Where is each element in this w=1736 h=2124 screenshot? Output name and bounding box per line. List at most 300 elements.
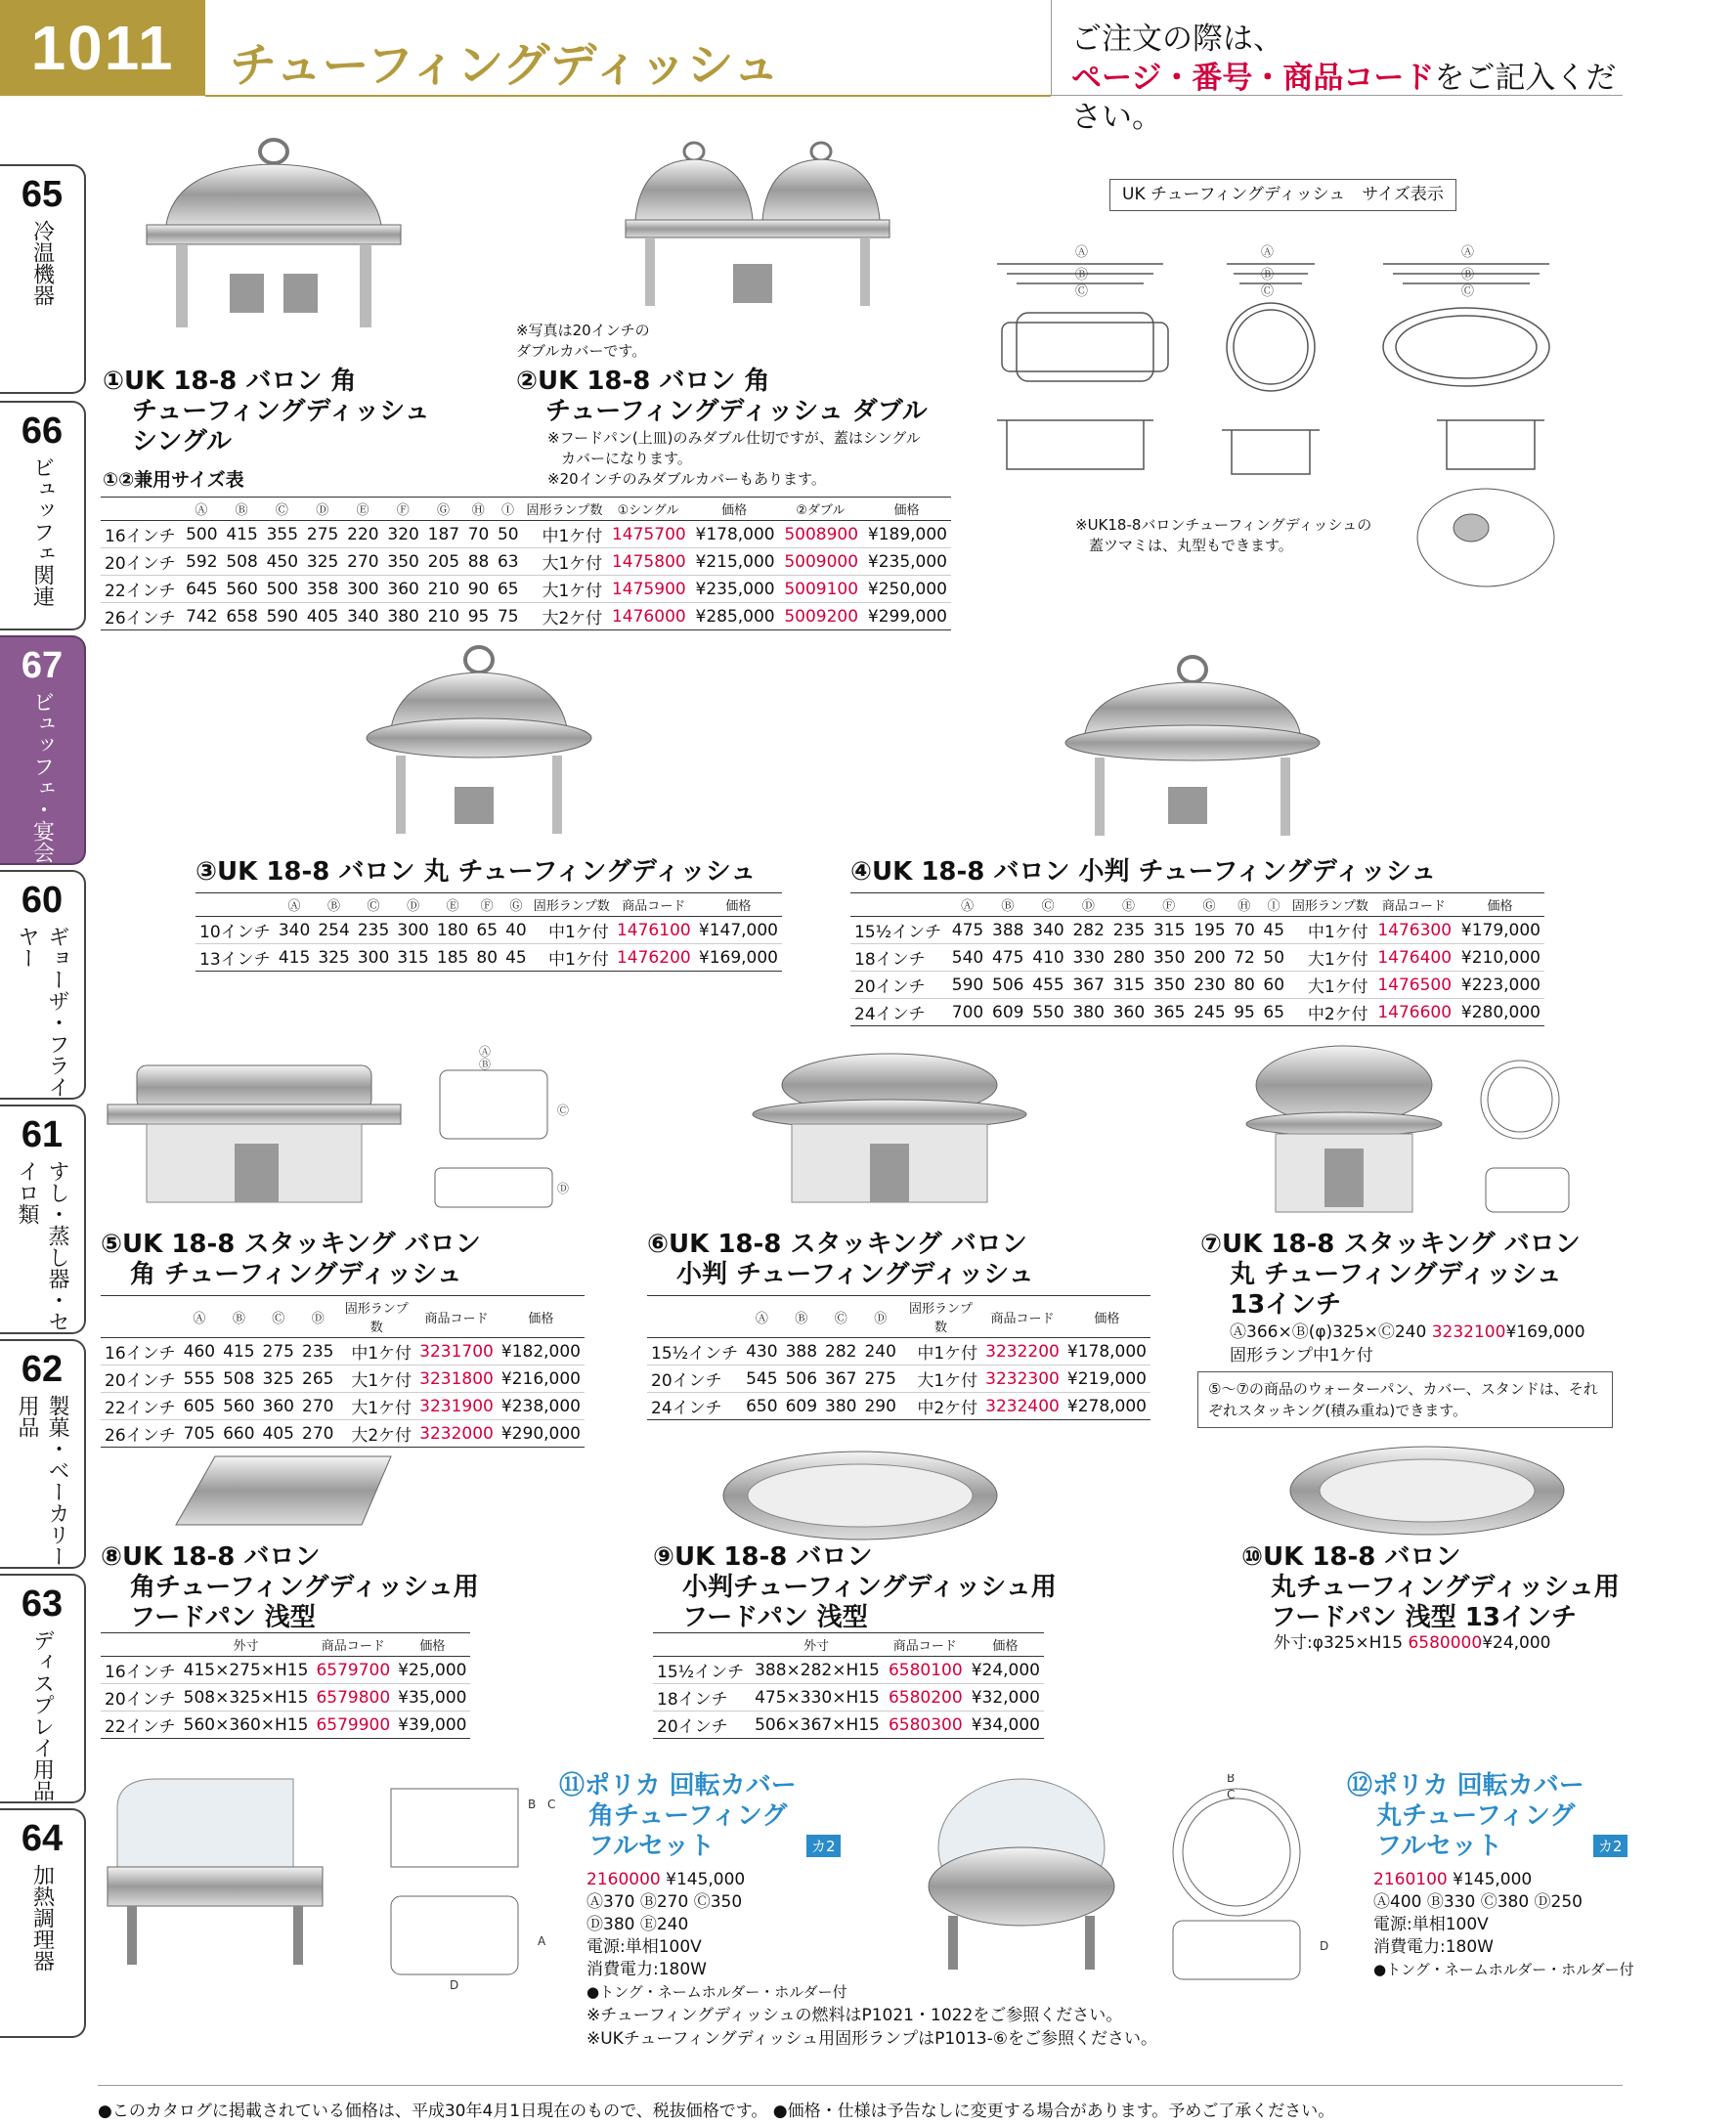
- table-cell: 280: [1108, 944, 1149, 972]
- table-row: [850, 972, 1544, 999]
- product-2-image: [616, 127, 909, 323]
- table-cell: 60: [1259, 972, 1288, 999]
- table-cell: 45: [1259, 917, 1288, 944]
- table-cell: 235: [298, 1338, 337, 1365]
- table-cell: 1476600: [1372, 999, 1455, 1026]
- table-cell: 270: [298, 1393, 337, 1420]
- table-cell: 560×360×H15: [180, 1712, 313, 1739]
- table-cell: 360: [1108, 999, 1149, 1026]
- table-header: Ⓗ: [1230, 893, 1259, 917]
- table-cell: 325: [314, 944, 354, 972]
- knob-note: [1075, 515, 1371, 556]
- table-header: 固形ランプ数: [337, 1296, 415, 1338]
- table-cell: 22インチ: [101, 1712, 180, 1739]
- table-cell: 3232000: [415, 1420, 498, 1448]
- product-2-notes: [547, 428, 921, 490]
- table-row: [101, 576, 951, 603]
- tab-63[interactable]: [0, 1574, 86, 1803]
- table-header: [653, 1633, 749, 1657]
- table-cell: 275: [302, 521, 342, 548]
- tab-label: ディスプレイ用品: [29, 1629, 55, 1801]
- product-7-code: 3232100: [1431, 1322, 1506, 1342]
- table-cell: 506×367×H15: [749, 1712, 884, 1739]
- table-cell: 254: [314, 917, 354, 944]
- table-cell: ¥24,000: [967, 1657, 1044, 1684]
- table-cell: 6579900: [312, 1712, 394, 1739]
- table-cell: 605: [180, 1393, 219, 1420]
- table-header: [647, 1296, 742, 1338]
- table-cell: 3231900: [415, 1393, 498, 1420]
- table-cell: 367: [1068, 972, 1108, 999]
- table-cell: 325: [302, 548, 342, 576]
- photo-note-line1: ※写真は20インチの: [516, 322, 650, 339]
- table-cell: 1476000: [606, 603, 689, 630]
- table-cell: 70: [463, 521, 493, 548]
- table-header: Ⓓ: [393, 893, 433, 917]
- tab-62[interactable]: [0, 1339, 86, 1569]
- product-6-table: [647, 1295, 1150, 1420]
- table-cell: ¥147,000: [695, 917, 782, 944]
- table-header: Ⓘ: [493, 498, 522, 521]
- table-cell: 590: [262, 603, 302, 630]
- product-7-title-line1: ⑦UK 18-8 スタッキング バロン: [1200, 1230, 1581, 1259]
- product-1-image: [137, 127, 411, 342]
- order-note-line1: ご注文の際は、: [1071, 22, 1283, 57]
- product-8-title-line3: フードパン 浅型: [130, 1603, 316, 1632]
- table-cell: 15½インチ: [653, 1657, 749, 1684]
- table-header: ②ダブル: [779, 498, 862, 521]
- product-6-title-line1: ⑥UK 18-8 スタッキング バロン: [647, 1230, 1027, 1259]
- table-cell: 455: [1027, 972, 1067, 999]
- tab-65[interactable]: [0, 164, 86, 394]
- product-1-title-line2: チューフィングディッシュ: [132, 397, 430, 426]
- product-12-title: [1347, 1771, 1584, 1862]
- table-cell: 5009100: [779, 576, 862, 603]
- product-11-title-line3: フルセット: [588, 1832, 715, 1861]
- table-cell: 6579800: [312, 1684, 394, 1712]
- table-cell: 22インチ: [101, 1393, 180, 1420]
- table-cell: 45: [501, 944, 531, 972]
- table-cell: ¥169,000: [695, 944, 782, 972]
- product-12-code: 2160100: [1373, 1870, 1448, 1889]
- table-row: [653, 1712, 1044, 1739]
- table-cell: 中1ケ付: [523, 521, 607, 548]
- table-header: 商品コード: [613, 893, 695, 917]
- table-row: [195, 917, 782, 944]
- table-header: Ⓖ: [423, 498, 463, 521]
- table-header: [195, 893, 275, 917]
- table-cell: 380: [1068, 999, 1108, 1026]
- table-cell: 1476100: [613, 917, 695, 944]
- table-cell: 315: [393, 944, 433, 972]
- product-3-table: [195, 892, 782, 972]
- table-header: Ⓕ: [472, 893, 501, 917]
- product-5-diagram: [420, 1041, 577, 1227]
- product-8-title: [101, 1542, 479, 1633]
- size-diagram: [977, 235, 1623, 498]
- table-row: [101, 548, 951, 576]
- table-cell: 205: [423, 548, 463, 576]
- table-cell: 22インチ: [101, 576, 181, 603]
- table-cell: 大1ケ付: [900, 1365, 981, 1393]
- product-11-spec5: ●トング・ネームホルダー・ホルダー付: [586, 1983, 847, 2001]
- table-header: 価格: [695, 893, 782, 917]
- table-cell: 415: [219, 1338, 258, 1365]
- tab-67[interactable]: [0, 635, 86, 865]
- table-cell: 中1ケ付: [531, 944, 613, 972]
- table-cell: 1476400: [1372, 944, 1455, 972]
- table-header: 固形ランプ数: [523, 498, 607, 521]
- table-cell: 590: [947, 972, 987, 999]
- table-cell: 742: [181, 603, 221, 630]
- table-header: 価格: [967, 1633, 1044, 1657]
- product-2-note2: カバーになります。: [561, 450, 692, 467]
- table-cell: ¥39,000: [394, 1712, 470, 1739]
- table-cell: 26インチ: [101, 1420, 180, 1448]
- svg-text:Ⓒ: Ⓒ: [1461, 284, 1475, 299]
- table-header: [101, 498, 181, 521]
- table-cell: 20インチ: [647, 1365, 742, 1393]
- product-10-dimensions: 外寸:φ325×H15: [1274, 1633, 1404, 1653]
- table-cell: 380: [821, 1393, 860, 1420]
- table-cell: ¥178,000: [690, 521, 779, 548]
- table-cell: 415: [275, 944, 315, 972]
- table-cell: 545: [742, 1365, 781, 1393]
- table-cell: 24インチ: [647, 1393, 742, 1420]
- table-header: Ⓓ: [298, 1296, 337, 1338]
- table-header: Ⓐ: [180, 1296, 219, 1338]
- product-12-title-line1: ⑫ポリカ 回転カバー: [1347, 1771, 1584, 1800]
- table-cell: 中1ケ付: [337, 1338, 415, 1365]
- tab-60[interactable]: [0, 870, 86, 1100]
- product-9-image: [704, 1442, 1017, 1549]
- svg-text:B: B: [528, 1798, 537, 1811]
- table-row: [101, 1684, 470, 1712]
- table-header: Ⓒ: [821, 1296, 860, 1338]
- footer-rule: [98, 2085, 1623, 2086]
- table-header: Ⓗ: [463, 498, 493, 521]
- product-7-lamp: 固形ランプ中1ケ付: [1230, 1346, 1373, 1365]
- table-cell: ¥285,000: [690, 603, 779, 630]
- table-cell: 16インチ: [101, 1657, 180, 1684]
- table-cell: 475: [947, 917, 987, 944]
- table-cell: 500: [262, 576, 302, 603]
- tab-number: 63: [21, 1583, 64, 1625]
- table-cell: 200: [1189, 944, 1229, 972]
- table-cell: ¥223,000: [1455, 972, 1544, 999]
- table-row: [101, 1657, 470, 1684]
- table-cell: 50: [493, 521, 522, 548]
- table-cell: 282: [1068, 917, 1108, 944]
- product-12-price: ¥145,000: [1453, 1870, 1533, 1889]
- tab-label: 冷温機器: [29, 220, 55, 306]
- table-cell: 1475800: [606, 548, 689, 576]
- table-row: [850, 944, 1544, 972]
- svg-text:Ⓑ: Ⓑ: [479, 1058, 492, 1071]
- table-cell: 700: [947, 999, 987, 1026]
- table-cell: 18インチ: [850, 944, 947, 972]
- svg-text:Ⓑ: Ⓑ: [1075, 268, 1089, 282]
- product-1-title-line3: シングル: [132, 427, 233, 456]
- table-cell: 3231700: [415, 1338, 498, 1365]
- table-cell: 430: [742, 1338, 781, 1365]
- table-header: 商品コード: [884, 1633, 967, 1657]
- product-1-title: [103, 367, 430, 457]
- product-12-spec4: ●トング・ネームホルダー・ホルダー付: [1373, 1961, 1634, 1978]
- table-cell: 中1ケ付: [531, 917, 613, 944]
- table-cell: 3231800: [415, 1365, 498, 1393]
- footer-disclaimer: ●このカタログに掲載されている価格は、平成30年4月1日現在のもので、税抜価格です。 ●価格・仕様は予告なしに変更する場合があります。予めご了承ください。: [98, 2102, 1335, 2121]
- table-cell: 90: [463, 576, 493, 603]
- table-cell: ¥32,000: [967, 1684, 1044, 1712]
- table-cell: 40: [501, 917, 531, 944]
- table-cell: 63: [493, 548, 522, 576]
- product-7-price: ¥169,000: [1505, 1322, 1585, 1342]
- tab-61[interactable]: [0, 1105, 86, 1334]
- table-header: 外寸: [180, 1633, 313, 1657]
- product-12-diagram: [1149, 1774, 1344, 1989]
- table-cell: 大1ケ付: [337, 1393, 415, 1420]
- table-cell: 6579700: [312, 1657, 394, 1684]
- product-11-diagram: [371, 1769, 567, 1994]
- table-cell: 460: [180, 1338, 219, 1365]
- table-cell: 300: [354, 944, 394, 972]
- table-cell: 20インチ: [101, 1365, 180, 1393]
- table-cell: 195: [1189, 917, 1229, 944]
- svg-text:B: B: [1227, 1774, 1236, 1785]
- table-cell: ¥210,000: [1455, 944, 1544, 972]
- table-cell: 中2ケ付: [900, 1393, 981, 1420]
- table-cell: 80: [1230, 972, 1259, 999]
- table-header: Ⓒ: [262, 498, 302, 521]
- table-header: 価格: [498, 1296, 585, 1338]
- product-10-title: [1241, 1542, 1620, 1633]
- product-3-title: ③UK 18-8 バロン 丸 チューフィングディッシュ: [195, 857, 757, 887]
- table-cell: 65: [493, 576, 522, 603]
- photo-note: [516, 321, 650, 362]
- table-cell: 16インチ: [101, 1338, 180, 1365]
- svg-text:C: C: [547, 1798, 556, 1811]
- table-cell: ¥250,000: [862, 576, 951, 603]
- table-cell: 88: [463, 548, 493, 576]
- size-table-caption: ①②兼用サイズ表: [103, 469, 244, 491]
- table-header: 商品コード: [312, 1633, 394, 1657]
- table-cell: 6580300: [884, 1712, 967, 1739]
- table-cell: 367: [821, 1365, 860, 1393]
- product-11-image: [98, 1769, 332, 1974]
- table-cell: 大1ケ付: [523, 548, 607, 576]
- table-cell: 210: [423, 576, 463, 603]
- table-cell: 388×282×H15: [749, 1657, 884, 1684]
- table-cell: 80: [472, 944, 501, 972]
- table-cell: 180: [433, 917, 473, 944]
- table-cell: 270: [342, 548, 382, 576]
- product-2-note3: ※20インチのみダブルカバーもあります。: [547, 470, 826, 488]
- table-header: 固形ランプ数: [531, 893, 613, 917]
- table-cell: 365: [1149, 999, 1189, 1026]
- table-cell: ¥235,000: [862, 548, 951, 576]
- product-9-title: [653, 1542, 1057, 1633]
- table-cell: 275: [860, 1365, 899, 1393]
- table-cell: ¥179,000: [1455, 917, 1544, 944]
- product-11-price: ¥145,000: [666, 1870, 746, 1889]
- table-header: Ⓓ: [302, 498, 342, 521]
- knob-note-line1: ※UK18-8バロンチューフィングディッシュの: [1075, 516, 1372, 534]
- table-cell: 3232200: [981, 1338, 1063, 1365]
- product-1-title-line1: ①UK 18-8 バロン 角: [103, 367, 357, 396]
- table-cell: ¥182,000: [498, 1338, 585, 1365]
- svg-text:D: D: [1320, 1939, 1329, 1953]
- photo-note-line2: ダブルカバーです。: [516, 342, 647, 360]
- tab-66[interactable]: [0, 401, 86, 630]
- tab-label: ギョーザ・フライヤー: [15, 926, 69, 1098]
- table-header: 価格: [690, 498, 779, 521]
- table-cell: 350: [383, 548, 423, 576]
- table-cell: 3232400: [981, 1393, 1063, 1420]
- table-cell: 555: [180, 1365, 219, 1393]
- table-cell: 358: [302, 576, 342, 603]
- table-cell: 270: [298, 1420, 337, 1448]
- table-cell: 350: [1149, 944, 1189, 972]
- tab-number: 67: [21, 645, 64, 686]
- product-11-badge: カ2: [806, 1835, 841, 1857]
- table-cell: 540: [947, 944, 987, 972]
- table-cell: ¥189,000: [862, 521, 951, 548]
- table-cell: 658: [222, 603, 262, 630]
- svg-text:Ⓒ: Ⓒ: [557, 1104, 570, 1117]
- table-cell: 410: [1027, 944, 1067, 972]
- svg-text:Ⓓ: Ⓓ: [557, 1182, 570, 1195]
- table-row: [850, 917, 1544, 944]
- table-cell: 415×275×H15: [180, 1657, 313, 1684]
- table-header: Ⓒ: [1027, 893, 1067, 917]
- product-11-title-line1: ⑪ポリカ 回転カバー: [559, 1771, 797, 1800]
- table-cell: 95: [1230, 999, 1259, 1026]
- table-cell: 24インチ: [850, 999, 947, 1026]
- table-cell: 506: [782, 1365, 821, 1393]
- table-header: 価格: [394, 1633, 470, 1657]
- table-cell: 10インチ: [195, 917, 275, 944]
- product-5-title-line2: 角 チューフィングディッシュ: [130, 1260, 462, 1289]
- table-cell: 506: [987, 972, 1027, 999]
- table-cell: ¥290,000: [498, 1420, 585, 1448]
- table-row: [850, 999, 1544, 1026]
- table-cell: 15½インチ: [850, 917, 947, 944]
- page-title: チューフィングディッシュ: [230, 38, 780, 93]
- table-cell: 475×330×H15: [749, 1684, 884, 1712]
- svg-text:D: D: [450, 1978, 459, 1992]
- table-header: Ⓐ: [275, 893, 315, 917]
- table-cell: 大1ケ付: [1288, 944, 1372, 972]
- table-cell: 508: [219, 1365, 258, 1393]
- table-header: 固形ランプ数: [1288, 893, 1372, 917]
- product-2-title: [516, 367, 928, 427]
- table-header: Ⓖ: [501, 893, 531, 917]
- table-header: 価格: [1455, 893, 1544, 917]
- size-display-label: UK チューフィングディッシュ サイズ表示: [1109, 179, 1456, 211]
- table-cell: 660: [219, 1420, 258, 1448]
- product-11-price-line: [586, 1869, 847, 1891]
- table-row: [195, 944, 782, 972]
- product-10-image: [1280, 1437, 1574, 1544]
- tab-64[interactable]: [0, 1808, 86, 2038]
- table-cell: ¥280,000: [1455, 999, 1544, 1026]
- table-cell: 95: [463, 603, 493, 630]
- table-cell: 1476500: [1372, 972, 1455, 999]
- product-11-code: 2160000: [586, 1870, 661, 1889]
- product-7-dimensions: Ⓐ366×Ⓑ(φ)325×Ⓒ240: [1230, 1322, 1427, 1342]
- table-header: Ⓔ: [433, 893, 473, 917]
- table-cell: 405: [302, 603, 342, 630]
- table-header: Ⓘ: [1259, 893, 1288, 917]
- table-cell: 235: [354, 917, 394, 944]
- table-cell: ¥215,000: [690, 548, 779, 576]
- table-header: 外寸: [749, 1633, 884, 1657]
- table-cell: 70: [1230, 917, 1259, 944]
- table-cell: 300: [393, 917, 433, 944]
- table-cell: ¥25,000: [394, 1657, 470, 1684]
- table-cell: 508×325×H15: [180, 1684, 313, 1712]
- table-cell: 75: [493, 603, 522, 630]
- table-cell: 450: [262, 548, 302, 576]
- table-cell: ¥238,000: [498, 1393, 585, 1420]
- product-2-note1: ※フードパン(上皿)のみダブル仕切ですが、蓋はシングル: [547, 429, 921, 447]
- svg-text:Ⓒ: Ⓒ: [1075, 284, 1089, 299]
- product-12-title-line3: フルセット: [1376, 1832, 1502, 1861]
- table-cell: 380: [383, 603, 423, 630]
- table-cell: 16インチ: [101, 521, 181, 548]
- product-5-title-line1: ⑤UK 18-8 スタッキング バロン: [101, 1230, 481, 1259]
- table-cell: ¥35,000: [394, 1684, 470, 1712]
- table-cell: 187: [423, 521, 463, 548]
- svg-text:C: C: [1227, 1788, 1236, 1801]
- product-11-spec3: 電源:単相100V: [586, 1937, 702, 1957]
- product-11-spec: [586, 1869, 847, 2004]
- table-cell: 560: [222, 576, 262, 603]
- product-10-title-line1: ⑩UK 18-8 バロン: [1241, 1542, 1461, 1572]
- product-3-image: [342, 640, 635, 855]
- table-cell: 5009200: [779, 603, 862, 630]
- table-cell: ¥235,000: [690, 576, 779, 603]
- table-header: ①シングル: [606, 498, 689, 521]
- table-cell: 290: [860, 1393, 899, 1420]
- table-header: Ⓐ: [742, 1296, 781, 1338]
- table-cell: 500: [181, 521, 221, 548]
- table-row: [101, 1712, 470, 1739]
- product-5-image: [98, 1046, 411, 1232]
- product-12-spec1: Ⓐ400 Ⓑ330 Ⓒ380 Ⓓ250: [1373, 1892, 1584, 1912]
- product-7-image: [1237, 1041, 1588, 1236]
- table-cell: 6580100: [884, 1657, 967, 1684]
- table-cell: 15½インチ: [647, 1338, 742, 1365]
- table-cell: 大1ケ付: [337, 1365, 415, 1393]
- table-header: Ⓑ: [222, 498, 262, 521]
- table-row: [101, 521, 951, 548]
- product-4-table: [850, 892, 1544, 1026]
- table-header: Ⓑ: [314, 893, 354, 917]
- table-row: [647, 1338, 1150, 1365]
- product-9-title-line2: 小判チューフィングディッシュ用: [682, 1573, 1057, 1602]
- product-5-table: [101, 1295, 585, 1448]
- table-row: [647, 1393, 1150, 1420]
- product-6-image: [743, 1046, 1036, 1227]
- product-10-price: ¥24,000: [1482, 1633, 1551, 1653]
- svg-text:Ⓐ: Ⓐ: [1461, 245, 1475, 260]
- table-header: 固形ランプ数: [900, 1296, 981, 1338]
- table-cell: 560: [219, 1393, 258, 1420]
- table-header: 商品コード: [1372, 893, 1455, 917]
- product-12-price-line: [1373, 1869, 1634, 1891]
